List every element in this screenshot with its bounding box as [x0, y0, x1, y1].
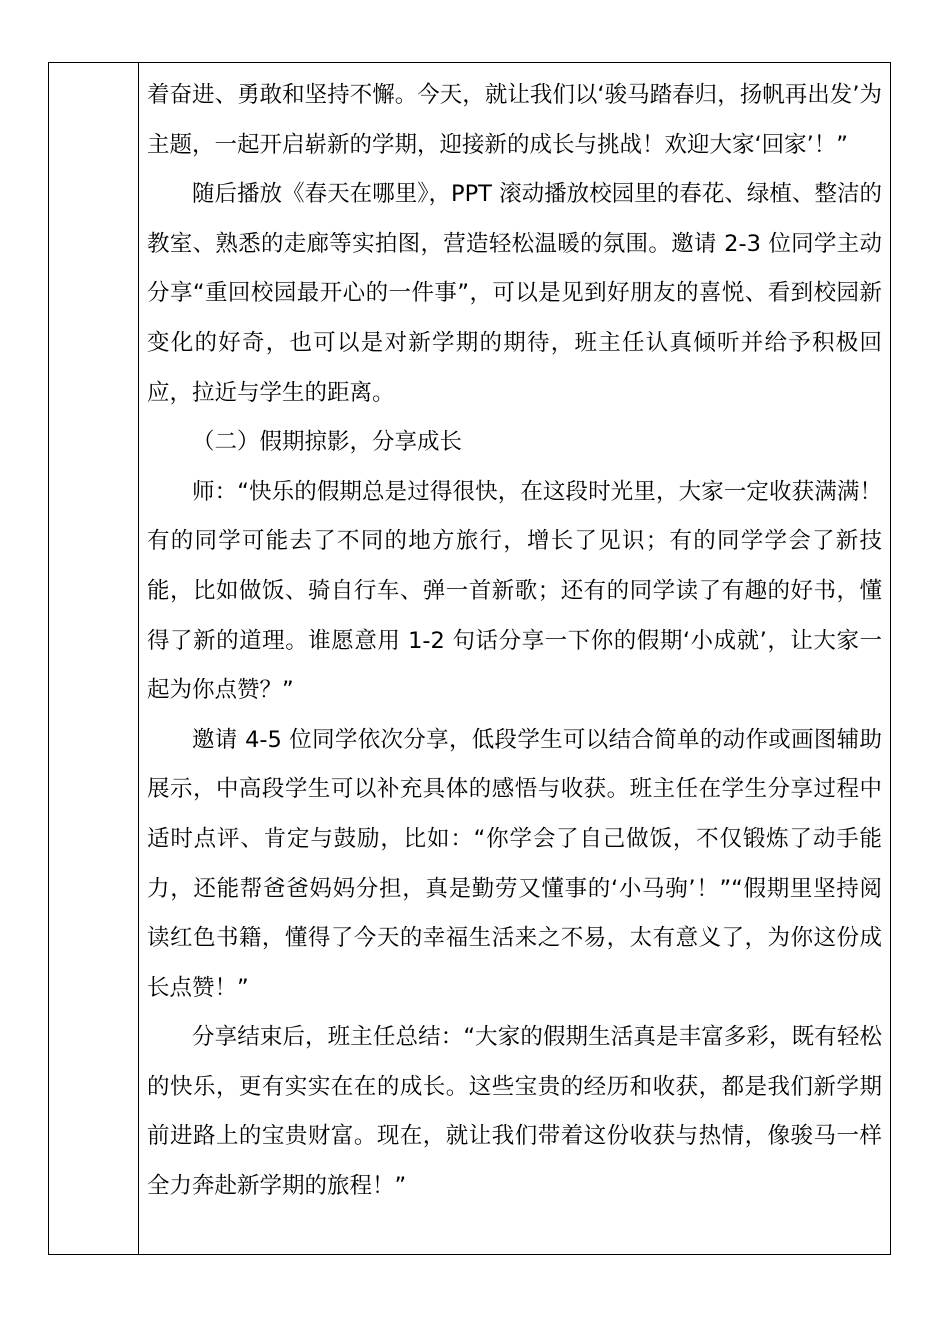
table-left-column — [49, 63, 139, 1254]
paragraph-teacher-summary: 分享结束后，班主任总结：“大家的假期生活真是丰富多彩，既有轻松的快乐，更有实实在在的成长。这些宝贵的经历和收获，都是我们新学期前进路上的宝贵财富。现在，就让我们带着这份收获与热情，像骏马一样全力奔赴新学期的旅程！” — [147, 1024, 882, 1200]
paragraph-student-sharing: 邀请 4-5 位同学依次分享，低段学生可以结合简单的动作或画图辅助展示，中高段学生可以补充具体的感悟与收获。班主任在学生分享过程中适时点评、肯定与鼓励，比如：“你学会了自己做饭，不仅锻炼了动手能力，还能帮爸爸妈妈分担，真是勤劳又懂事的‘小马驹’！”“假期里坚持阅读红色书籍，懂得了今天的幸福生活来之不易，太有意义了，为你这份成长点赞！” — [147, 726, 882, 1001]
paragraph-teacher-prompt: 师：“快乐的假期总是过得很快，在这段时光里，大家一定收获满满！有的同学可能去了不同的地方旅行，增长了见识；有的同学学会了新技能，比如做饭、骑自行车、弹一首新歌；还有的同学读了有趣的好书，懂得了新的道理。谁愿意用 1-2 句话分享一下你的假期‘小成就’，让大家一起为你点赞？” — [147, 478, 882, 704]
table-content-column — [139, 63, 890, 1254]
section-heading-vacation: （二）假期掠影，分享成长 — [192, 429, 463, 456]
document-table — [48, 62, 891, 1255]
paragraph-music-and-sharing: 随后播放《春天在哪里》，PPT 滚动播放校园里的春花、绿植、整洁的教室、熟悉的走廊等实拍图，营造轻松温暖的氛围。邀请 2-3 位同学主动分享“重回校园最开心的一件事”，可以是见到好朋友的喜悦、看到校园新变化的好奇，也可以是对新学期的期待，班主任认真倾听并给予积极回应，拉近与学生的距离。 — [147, 181, 882, 406]
paragraph-intro-end: 着奋进、勇敢和坚持不懈。今天，就让我们以‘骏马踏春归，扬帆再出发’为主题，一起开启崭新的学期，迎接新的成长与挑战！欢迎大家‘回家’！” — [147, 82, 882, 158]
